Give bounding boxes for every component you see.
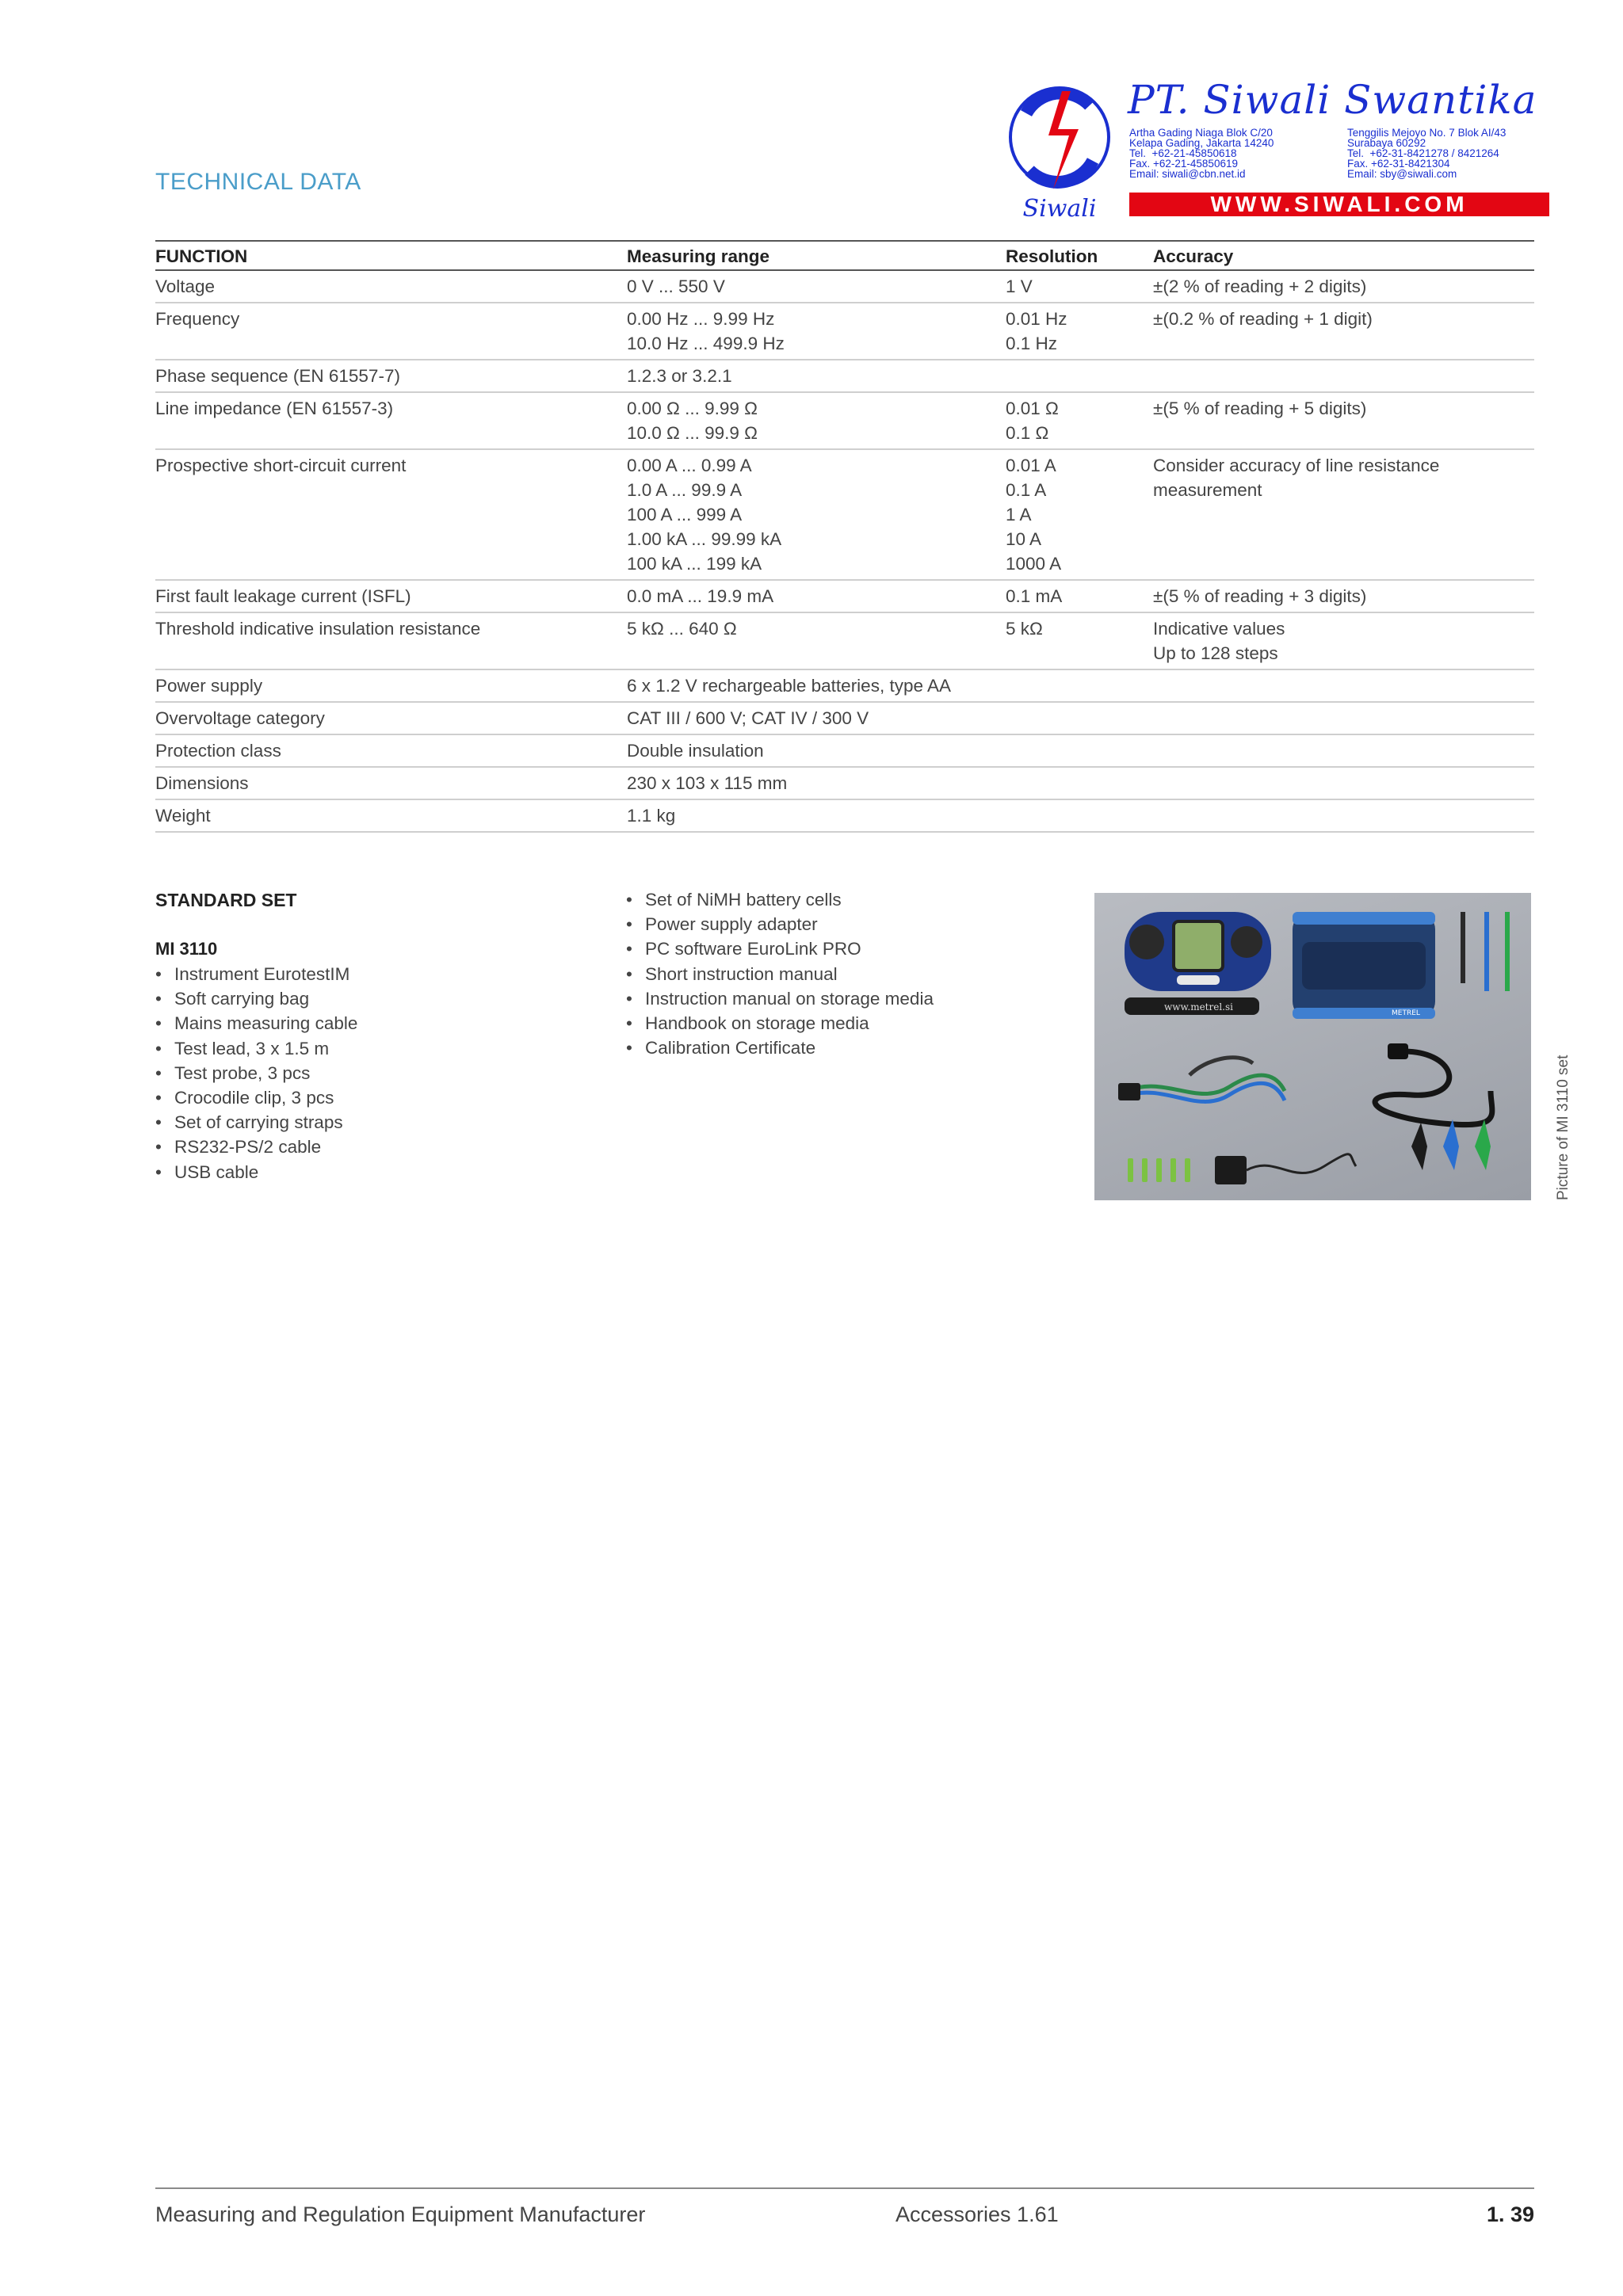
cell-resolution: 0.01 Ω 0.1 Ω	[1006, 392, 1153, 449]
list-item: • Instrument EurotestIM	[155, 962, 357, 986]
cell-measuring-range: 0 V ... 550 V	[627, 270, 1006, 303]
cell-resolution	[1006, 360, 1153, 392]
cell-function: Prospective short-circuit current	[155, 449, 627, 580]
test-lead-black	[1190, 1058, 1253, 1075]
cell-function: Threshold indicative insulation resistance	[155, 612, 627, 669]
section-title: TECHNICAL DATA	[155, 169, 361, 195]
cell-accuracy: ±(5 % of reading + 5 digits)	[1153, 392, 1534, 449]
cell-resolution: 5 kΩ	[1006, 612, 1153, 669]
croc-clip-black	[1411, 1123, 1427, 1170]
cell-resolution	[1006, 767, 1153, 799]
adapter-cable	[1247, 1154, 1356, 1173]
cell-resolution	[1006, 669, 1153, 702]
cell-function: Frequency	[155, 303, 627, 360]
table-row	[155, 799, 1534, 832]
list-item: • PC software EuroLink PRO	[626, 936, 934, 961]
cell-measuring-range: 0.0 mA ... 19.9 mA	[627, 580, 1006, 612]
list-item: • Test lead, 3 x 1.5 m	[155, 1036, 357, 1061]
siwali-emblem-icon	[1002, 74, 1121, 224]
probe-green	[1505, 912, 1510, 991]
table-row	[155, 303, 1534, 360]
list-item: • Short instruction manual	[626, 962, 934, 986]
croc-clip-green	[1475, 1119, 1491, 1170]
cell-function: Line impedance (EN 61557-3)	[155, 392, 627, 449]
cell-accuracy: Consider accuracy of line resistance measurement	[1153, 449, 1534, 580]
cell-measuring-range: 1.1 kg	[627, 799, 1006, 832]
cell-function: Overvoltage category	[155, 702, 627, 734]
cell-resolution	[1006, 702, 1153, 734]
cell-measuring-range: 1.2.3 or 3.2.1	[627, 360, 1006, 392]
cell-function: Power supply	[155, 669, 627, 702]
probe-blue	[1484, 912, 1489, 991]
list-item: • Handbook on storage media	[626, 1011, 934, 1035]
cell-function: Protection class	[155, 734, 627, 767]
list-item: • Mains measuring cable	[155, 1011, 357, 1035]
table-body	[155, 270, 1534, 832]
cell-accuracy	[1153, 702, 1534, 734]
cell-resolution	[1006, 799, 1153, 832]
technical-data-table	[155, 240, 1534, 833]
page-number: 1. 39	[1486, 2203, 1534, 2226]
table-row	[155, 702, 1534, 734]
footer-company-tagline: Measuring and Regulation Equipment Manufacturer	[155, 2203, 646, 2226]
model-title: MI 3110	[155, 939, 218, 959]
mains-plug	[1388, 1043, 1408, 1059]
footer-section-label: Accessories 1.61	[896, 2203, 1059, 2226]
carrying-strap-image	[1125, 997, 1259, 1015]
cell-measuring-range: 0.00 A ... 0.99 A 1.0 A ... 99.9 A 100 A ... 999 A 1.00 kA ... 99.99 kA 100 kA ... 199 kA	[627, 449, 1006, 580]
standard-set-list-right	[626, 887, 934, 1060]
cell-function: Phase sequence (EN 61557-7)	[155, 360, 627, 392]
battery-cells-image	[1128, 1158, 1190, 1182]
logo-script-text: Siwali	[1022, 195, 1097, 223]
cell-function: Dimensions	[155, 767, 627, 799]
company-logo	[1002, 74, 1557, 224]
list-item: • Soft carrying bag	[155, 986, 357, 1011]
cell-accuracy: Indicative values Up to 128 steps	[1153, 612, 1534, 669]
cell-accuracy: ±(2 % of reading + 2 digits)	[1153, 270, 1534, 303]
product-set-illustration	[1094, 893, 1531, 1200]
cell-function: First fault leakage current (ISFL)	[155, 580, 627, 612]
table-row	[155, 270, 1534, 303]
cell-accuracy	[1153, 734, 1534, 767]
list-item: • Power supply adapter	[626, 912, 934, 936]
standard-set-title: STANDARD SET	[155, 890, 297, 910]
list-item: • RS232-PS/2 cable	[155, 1135, 357, 1159]
mains-cable	[1375, 1051, 1492, 1125]
cell-accuracy	[1153, 767, 1534, 799]
website-banner[interactable]: WWW.SIWALI.COM	[1129, 193, 1549, 216]
table-row	[155, 612, 1534, 669]
bag-brand-label: METREL	[1392, 1009, 1420, 1017]
strap-url-label: www.metrel.si	[1164, 1001, 1233, 1013]
table-row	[155, 767, 1534, 799]
cell-resolution: 0.1 mA	[1006, 580, 1153, 612]
cell-measuring-range: Double insulation	[627, 734, 1006, 767]
table-row	[155, 449, 1534, 580]
carrying-bag-image	[1293, 912, 1435, 1019]
table-header-row	[155, 241, 1534, 270]
list-item: • Crocodile clip, 3 pcs	[155, 1085, 357, 1110]
table-row	[155, 360, 1534, 392]
list-item: • USB cable	[155, 1160, 357, 1184]
cell-measuring-range: 5 kΩ ... 640 Ω	[627, 612, 1006, 669]
cell-resolution: 0.01 A 0.1 A 1 A 10 A 1000 A	[1006, 449, 1153, 580]
probe-black	[1461, 912, 1465, 983]
footer-divider	[155, 2187, 1534, 2189]
cell-accuracy: ±(5 % of reading + 3 digits)	[1153, 580, 1534, 612]
table-row	[155, 669, 1534, 702]
power-adapter-image	[1215, 1156, 1247, 1184]
col-accuracy: Accuracy	[1153, 241, 1534, 270]
table-row	[155, 392, 1534, 449]
cell-resolution	[1006, 734, 1153, 767]
cell-measuring-range: 0.00 Ω ... 9.99 Ω 10.0 Ω ... 99.9 Ω	[627, 392, 1006, 449]
cell-measuring-range: 0.00 Hz ... 9.99 Hz 10.0 Hz ... 499.9 Hz	[627, 303, 1006, 360]
cell-measuring-range: CAT III / 600 V; CAT IV / 300 V	[627, 702, 1006, 734]
instrument-image	[1125, 912, 1271, 991]
company-name: PT. Siwali Swantika	[1128, 77, 1537, 123]
product-set-photo	[1094, 893, 1531, 1200]
cell-function: Weight	[155, 799, 627, 832]
list-item: • Instruction manual on storage media	[626, 986, 934, 1011]
connector-plug	[1118, 1083, 1140, 1100]
col-function: FUNCTION	[155, 241, 627, 270]
cell-accuracy	[1153, 799, 1534, 832]
col-measuring-range: Measuring range	[627, 241, 1006, 270]
list-item: • Test probe, 3 pcs	[155, 1061, 357, 1085]
cell-function: Voltage	[155, 270, 627, 303]
cell-resolution: 0.01 Hz 0.1 Hz	[1006, 303, 1153, 360]
list-item: • Calibration Certificate	[626, 1035, 934, 1060]
cell-accuracy	[1153, 669, 1534, 702]
contact-jakarta: Artha Gading Niaga Blok C/20 Kelapa Gading, Jakarta 14240 Tel. +62-21-45850618 Fax. +62-21-45850619 Email: siwali@cbn.net.id	[1129, 127, 1274, 180]
list-item: • Set of carrying straps	[155, 1110, 357, 1135]
contact-surabaya: Tenggilis Mejoyo No. 7 Blok AI/43 Surabaya 60292 Tel. +62-31-8421278 / 8421264 Fax. +62-31-8421304 Email: sby@siwali.com	[1347, 127, 1507, 180]
cell-accuracy: ±(0.2 % of reading + 1 digit)	[1153, 303, 1534, 360]
table-row	[155, 734, 1534, 767]
cell-measuring-range: 6 x 1.2 V rechargeable batteries, type AA	[627, 669, 1006, 702]
col-resolution: Resolution	[1006, 241, 1153, 270]
standard-set-list-left	[155, 962, 357, 1184]
cell-accuracy	[1153, 360, 1534, 392]
cell-resolution: 1 V	[1006, 270, 1153, 303]
photo-caption: Picture of MI 3110 set	[1555, 1055, 1571, 1200]
cell-measuring-range: 230 x 103 x 115 mm	[627, 767, 1006, 799]
table-row	[155, 580, 1534, 612]
list-item: • Set of NiMH battery cells	[626, 887, 934, 912]
